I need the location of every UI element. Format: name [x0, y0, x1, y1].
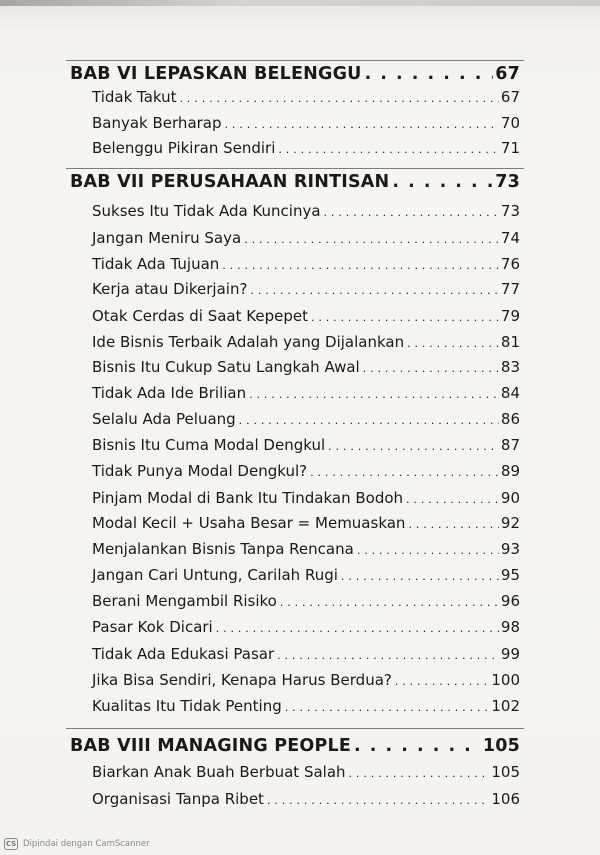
- dot-leader: [395, 675, 490, 688]
- divider-chapter-7: [66, 168, 524, 169]
- entry-title: Kualitas Itu Tidak Penting: [92, 697, 282, 715]
- toc-entry: [92, 514, 520, 538]
- toc-entry: [92, 280, 520, 304]
- entry-title: Organisasi Tanpa Ribet: [92, 790, 264, 808]
- page-number: 106: [491, 790, 520, 808]
- page-number: 92: [500, 514, 520, 532]
- page-number: 105: [482, 736, 520, 756]
- page-number: 67: [495, 64, 520, 84]
- page-number: 93: [500, 540, 520, 558]
- watermark-text: Dipindai dengan CamScanner: [23, 839, 150, 849]
- page-number: 90: [500, 489, 520, 507]
- dot-leader: [349, 767, 490, 780]
- page-number: 87: [500, 436, 520, 454]
- entry-title: Ide Bisnis Terbaik Adalah yang Dijalankan: [92, 333, 405, 351]
- entry-title: Menjalankan Bisnis Tanpa Rencana: [92, 540, 354, 558]
- entry-title: Jika Bisa Sendiri, Kenapa Harus Berdua?: [92, 671, 392, 689]
- dot-leader: [285, 701, 490, 714]
- page-number: 67: [500, 88, 520, 106]
- toc-entry: [92, 697, 520, 721]
- chapter-title: BAB VI LEPASKAN BELENGGU: [70, 64, 362, 84]
- page-number: 74: [500, 229, 520, 247]
- entry-title: Pinjam Modal di Bank Itu Tindakan Bodoh: [92, 489, 404, 507]
- page-number: 71: [500, 139, 520, 157]
- toc-entry: [92, 384, 520, 408]
- dot-leader: [324, 206, 499, 219]
- dot-leader: [225, 118, 499, 131]
- toc-entry: [92, 618, 520, 642]
- toc-chapter-heading: [70, 172, 520, 196]
- dot-leader: [311, 311, 499, 324]
- dot-leader: [392, 172, 493, 192]
- page-number: 100: [491, 671, 520, 689]
- dot-leader: [267, 794, 489, 807]
- dot-leader: [239, 414, 499, 427]
- entry-title: Jangan Cari Untung, Carilah Rugi: [92, 566, 338, 584]
- toc-entry: [92, 410, 520, 434]
- entry-title: Sukses Itu Tidak Ada Kuncinya: [92, 202, 321, 220]
- page-number: 95: [500, 566, 520, 584]
- entry-title: Tidak Ada Tujuan: [92, 255, 220, 273]
- entry-title: Selalu Ada Peluang: [92, 410, 236, 428]
- page-number: 70: [500, 114, 520, 132]
- scanner-watermark: [4, 836, 150, 852]
- toc-entry: [92, 790, 520, 814]
- toc-entry: [92, 114, 520, 138]
- entry-title: Tidak Ada Ide Brilian: [92, 384, 247, 402]
- toc-entry: [92, 229, 520, 253]
- entry-title: Tidak Ada Edukasi Pasar: [92, 645, 275, 663]
- entry-title: Biarkan Anak Buah Berbuat Salah: [92, 763, 346, 781]
- dot-leader: [408, 518, 498, 531]
- dot-leader: [310, 466, 499, 479]
- page-number: 89: [500, 462, 520, 480]
- camscanner-logo-icon: CS: [5, 840, 17, 848]
- entry-title: Bisnis Itu Cukup Satu Langkah Awal: [92, 358, 360, 376]
- page-number: 79: [500, 307, 520, 325]
- entry-title: Pasar Kok Dicari: [92, 618, 213, 636]
- entry-title: Tidak Punya Modal Dengkul?: [92, 462, 308, 480]
- entry-title: Tidak Takut: [92, 88, 177, 106]
- page-number: 84: [500, 384, 520, 402]
- toc-entry: [92, 763, 520, 787]
- page-number: 99: [500, 645, 520, 663]
- page-number: 73: [500, 202, 520, 220]
- toc-entry: [92, 540, 520, 564]
- toc-entry: [92, 462, 520, 486]
- page-number: 86: [500, 410, 520, 428]
- toc-chapter-heading: [70, 736, 520, 760]
- page-number: 96: [500, 592, 520, 610]
- dot-leader: [357, 544, 499, 557]
- divider-chapter-8: [66, 728, 524, 729]
- toc-entry: [92, 489, 520, 513]
- dot-leader: [216, 622, 499, 635]
- dot-leader: [180, 92, 499, 105]
- toc-entry: [92, 255, 520, 279]
- toc-entry: [92, 645, 520, 669]
- toc-chapter-heading: [70, 64, 520, 88]
- entry-title: Belenggu Pikiran Sendiri: [92, 139, 276, 157]
- page-number: 77: [500, 280, 520, 298]
- entry-title: Kerja atau Dikerjain?: [92, 280, 248, 298]
- entry-title: Berani Mengambil Risiko: [92, 592, 277, 610]
- dot-leader: [363, 362, 499, 375]
- chapter-title: BAB VIII MANAGING PEOPLE: [70, 736, 351, 756]
- dot-leader: [277, 649, 499, 662]
- dot-leader: [406, 493, 499, 506]
- page-number: 76: [500, 255, 520, 273]
- page-number: 81: [500, 333, 520, 351]
- dot-leader: [280, 596, 499, 609]
- entry-title: Bisnis Itu Cuma Modal Dengkul: [92, 436, 326, 454]
- dot-leader: [250, 284, 498, 297]
- toc-entry: [92, 436, 520, 460]
- toc-entry: [92, 307, 520, 331]
- entry-title: Banyak Berharap: [92, 114, 222, 132]
- page-number: 98: [500, 618, 520, 636]
- page-number: 83: [500, 358, 520, 376]
- page-top-edge: [0, 0, 600, 6]
- dot-leader: [354, 736, 481, 756]
- dot-leader: [328, 440, 499, 453]
- dot-leader: [278, 143, 499, 156]
- toc-entry: [92, 88, 520, 112]
- page-number: 102: [491, 697, 520, 715]
- chapter-title: BAB VII PERUSAHAAN RINTISAN: [70, 172, 390, 192]
- divider-top: [66, 60, 524, 61]
- entry-title: Otak Cerdas di Saat Kepepet: [92, 307, 308, 325]
- toc-entry: [92, 671, 520, 695]
- page-number: 73: [495, 172, 520, 192]
- dot-leader: [341, 570, 499, 583]
- dot-leader: [222, 259, 499, 272]
- dot-leader: [407, 337, 499, 350]
- entry-title: Modal Kecil + Usaha Besar = Memuaskan: [92, 514, 406, 532]
- entry-title: Jangan Meniru Saya: [92, 229, 242, 247]
- dot-leader: [244, 233, 499, 246]
- toc-entry: [92, 139, 520, 163]
- toc-entry: [92, 592, 520, 616]
- toc-entry: [92, 202, 520, 226]
- toc-entry: [92, 566, 520, 590]
- dot-leader: [365, 64, 494, 84]
- dot-leader: [249, 388, 499, 401]
- toc-entry: [92, 333, 520, 357]
- page-number: 105: [491, 763, 520, 781]
- toc-entry: [92, 358, 520, 382]
